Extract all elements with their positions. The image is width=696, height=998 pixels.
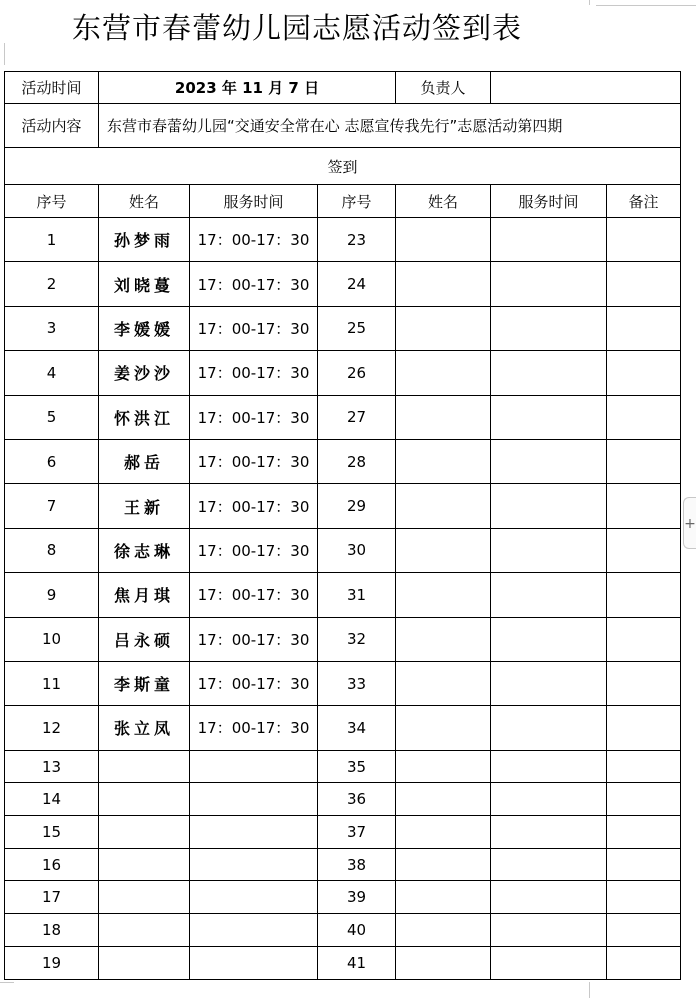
row-number: 6 [5,439,99,483]
service-time-cell[interactable] [190,783,318,816]
service-time-cell[interactable]: 17：00-17：30 [190,484,318,528]
service-time-cell-2[interactable] [491,439,607,483]
signature-cell-2[interactable] [396,946,491,979]
signature-cell[interactable] [99,881,190,914]
content-label: 活动内容 [5,104,99,148]
header-name: 姓名 [99,185,190,218]
table-row [5,528,681,572]
page-corner-mark-bottom-right [589,982,590,998]
plus-icon: + [684,516,696,532]
row-number: 11 [5,661,99,705]
remark-cell[interactable] [607,395,681,439]
info-row-content [5,104,681,148]
signature-cell-2[interactable] [396,661,491,705]
signature-cell-2[interactable] [396,528,491,572]
table-row [5,395,681,439]
header-no-2: 序号 [318,185,396,218]
row-number: 19 [5,946,99,979]
row-number-2: 41 [318,946,396,979]
service-time-cell-2[interactable] [491,750,607,783]
service-time-cell-2[interactable] [491,706,607,750]
service-time-cell[interactable] [190,914,318,947]
row-number-2: 33 [318,661,396,705]
signature-cell[interactable] [99,783,190,816]
signature-cell-2[interactable] [396,218,491,262]
row-number: 14 [5,783,99,816]
signature-cell[interactable]: 张立凤 [99,706,190,750]
row-number-2: 32 [318,617,396,661]
service-time-cell[interactable] [190,881,318,914]
signature-cell-2[interactable] [396,783,491,816]
table-row [5,783,681,816]
signature-cell[interactable]: 王新 [99,484,190,528]
info-row-time [5,72,681,104]
service-time-cell-2[interactable] [491,573,607,617]
remark-cell[interactable] [607,617,681,661]
side-expand-tab[interactable] [683,497,696,549]
row-number: 4 [5,351,99,395]
service-time-cell-2[interactable] [491,395,607,439]
header-remark: 备注 [607,185,681,218]
service-time-cell[interactable]: 17：00-17：30 [190,528,318,572]
table-row [5,914,681,947]
time-value: 2023 年 11 月 7 日 [99,72,396,104]
remark-cell[interactable] [607,351,681,395]
service-time-cell-2[interactable] [491,617,607,661]
row-number: 16 [5,848,99,881]
section-label: 签到 [5,148,681,185]
remark-cell[interactable] [607,528,681,572]
signature-cell[interactable] [99,946,190,979]
row-number: 1 [5,218,99,262]
service-time-cell-2[interactable] [491,484,607,528]
service-time-cell-2[interactable] [491,946,607,979]
row-number-2: 35 [318,750,396,783]
page-corner-mark-right [589,0,590,5]
service-time-cell-2[interactable] [491,848,607,881]
signature-cell[interactable]: 孙梦雨 [99,218,190,262]
service-time-cell[interactable]: 17：00-17：30 [190,661,318,705]
service-time-cell[interactable] [190,750,318,783]
service-time-cell[interactable]: 17：00-17：30 [190,262,318,306]
row-number-2: 30 [318,528,396,572]
signature-cell-2[interactable] [396,262,491,306]
row-number-2: 25 [318,306,396,350]
row-number: 2 [5,262,99,306]
row-number-2: 27 [318,395,396,439]
header-name-2: 姓名 [396,185,491,218]
page-corner-mark-bottom-left [0,982,14,983]
section-row [5,148,681,185]
page-corner-mark-left [0,43,5,65]
table-row [5,351,681,395]
row-number-2: 26 [318,351,396,395]
signature-cell-2[interactable] [396,750,491,783]
table-row [5,946,681,979]
signature-cell[interactable]: 吕永硕 [99,617,190,661]
signature-cell[interactable]: 焦月琪 [99,573,190,617]
service-time-cell[interactable] [190,946,318,979]
sign-in-table [4,71,681,980]
page-title: 东营市春蕾幼儿园志愿活动签到表 [72,11,523,45]
table-row [5,573,681,617]
service-time-cell-2[interactable] [491,914,607,947]
table-row [5,816,681,849]
remark-cell[interactable] [607,706,681,750]
row-number: 5 [5,395,99,439]
owner-value[interactable] [491,72,681,104]
row-number: 10 [5,617,99,661]
service-time-cell[interactable] [190,848,318,881]
signature-cell[interactable]: 李斯童 [99,661,190,705]
remark-cell[interactable] [607,484,681,528]
service-time-cell[interactable] [190,816,318,849]
remark-cell[interactable] [607,848,681,881]
table-row [5,848,681,881]
signature-cell[interactable] [99,848,190,881]
header-no: 序号 [5,185,99,218]
signature-cell-2[interactable] [396,573,491,617]
row-number-2: 39 [318,881,396,914]
signature-cell-2[interactable] [396,617,491,661]
signature-cell-2[interactable] [396,848,491,881]
remark-cell[interactable] [607,262,681,306]
table-row [5,617,681,661]
row-number-2: 34 [318,706,396,750]
row-number: 12 [5,706,99,750]
signature-cell[interactable]: 怀洪江 [99,395,190,439]
row-number: 7 [5,484,99,528]
signature-cell-2[interactable] [396,881,491,914]
content-value: 东营市春蕾幼儿园“交通安全常在心 志愿宣传我先行”志愿活动第四期 [99,104,681,148]
signature-cell[interactable] [99,750,190,783]
row-number: 3 [5,306,99,350]
row-number: 8 [5,528,99,572]
table-row [5,262,681,306]
signature-cell[interactable]: 徐志琳 [99,528,190,572]
service-time-cell-2[interactable] [491,218,607,262]
row-number-2: 24 [318,262,396,306]
service-time-cell[interactable]: 17：00-17：30 [190,617,318,661]
signature-cell[interactable]: 刘晓蔓 [99,262,190,306]
service-time-cell-2[interactable] [491,661,607,705]
row-number-2: 28 [318,439,396,483]
signature-cell[interactable]: 李媛媛 [99,306,190,350]
signature-cell-2[interactable] [396,706,491,750]
table-row [5,881,681,914]
service-time-cell-2[interactable] [491,262,607,306]
signature-cell[interactable] [99,816,190,849]
service-time-cell[interactable]: 17：00-17：30 [190,395,318,439]
header-service-2: 服务时间 [491,185,607,218]
page-corner-mark-top-right [596,0,696,6]
row-number-2: 29 [318,484,396,528]
row-number-2: 37 [318,816,396,849]
service-time-cell-2[interactable] [491,881,607,914]
row-number: 9 [5,573,99,617]
header-service: 服务时间 [190,185,318,218]
signature-cell[interactable]: 郝岳 [99,439,190,483]
signature-cell-2[interactable] [396,395,491,439]
service-time-cell-2[interactable] [491,816,607,849]
service-time-cell[interactable]: 17：00-17：30 [190,218,318,262]
table-row [5,484,681,528]
table-row [5,706,681,750]
service-time-cell[interactable]: 17：00-17：30 [190,573,318,617]
row-number-2: 40 [318,914,396,947]
table-row [5,439,681,483]
remark-cell[interactable] [607,783,681,816]
service-time-cell-2[interactable] [491,783,607,816]
table-row [5,661,681,705]
remark-cell[interactable] [607,661,681,705]
remark-cell[interactable] [607,881,681,914]
service-time-cell-2[interactable] [491,528,607,572]
service-time-cell[interactable]: 17：00-17：30 [190,439,318,483]
signature-cell-2[interactable] [396,816,491,849]
row-number: 18 [5,914,99,947]
signature-cell-2[interactable] [396,351,491,395]
table-row [5,218,681,262]
remark-cell[interactable] [607,439,681,483]
row-number: 13 [5,750,99,783]
row-number-2: 31 [318,573,396,617]
remark-cell[interactable] [607,573,681,617]
remark-cell[interactable] [607,750,681,783]
owner-label: 负责人 [396,72,491,104]
time-label: 活动时间 [5,72,99,104]
remark-cell[interactable] [607,946,681,979]
signature-cell-2[interactable] [396,484,491,528]
remark-cell[interactable] [607,816,681,849]
row-number-2: 23 [318,218,396,262]
signature-cell-2[interactable] [396,914,491,947]
service-time-cell-2[interactable] [491,351,607,395]
table-row [5,306,681,350]
row-number: 15 [5,816,99,849]
service-time-cell[interactable]: 17：00-17：30 [190,351,318,395]
row-number-2: 36 [318,783,396,816]
service-time-cell-2[interactable] [491,306,607,350]
service-time-cell[interactable]: 17：00-17：30 [190,706,318,750]
signature-cell[interactable]: 姜沙沙 [99,351,190,395]
signature-cell-2[interactable] [396,306,491,350]
row-number: 17 [5,881,99,914]
remark-cell[interactable] [607,914,681,947]
service-time-cell[interactable]: 17：00-17：30 [190,306,318,350]
remark-cell[interactable] [607,306,681,350]
signature-cell-2[interactable] [396,439,491,483]
remark-cell[interactable] [607,218,681,262]
header-row [5,185,681,218]
table-row [5,750,681,783]
signature-cell[interactable] [99,914,190,947]
row-number-2: 38 [318,848,396,881]
